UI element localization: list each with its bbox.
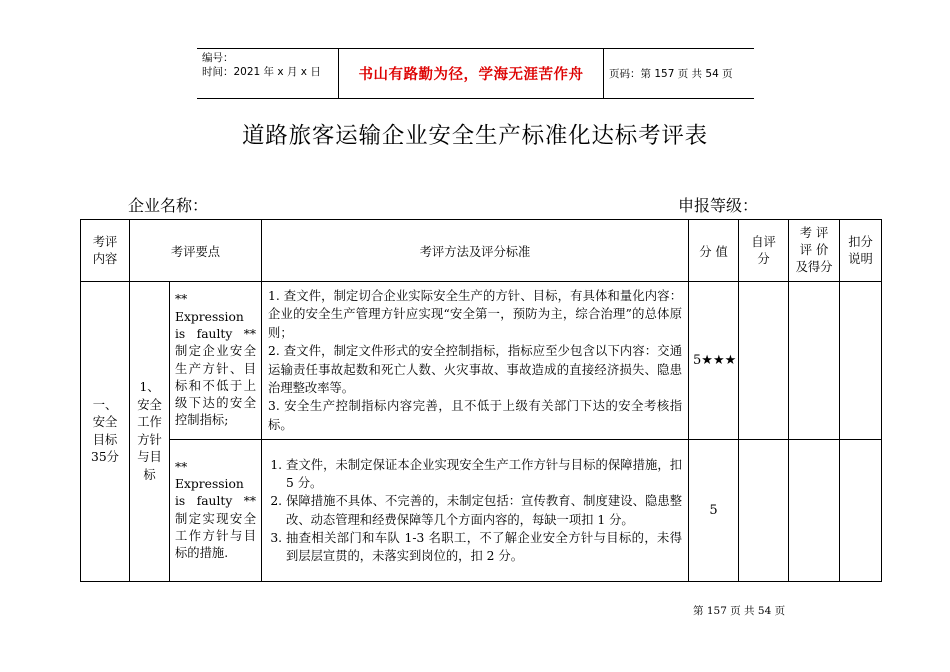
header-content: 考评内容 bbox=[81, 220, 130, 282]
method-item: 1. 查文件，制定切合企业实际安全生产的方针、目标，有具体和量化内容：企业的安全生产管理方针应实现“安全第一，预防为主，综合治理”的总体原则； bbox=[268, 288, 683, 340]
company-name-label: 企业名称： bbox=[128, 196, 209, 215]
point-cell: ** Expression is faulty ** 制定企业安全生产方针、目标和不低于上级下达的安全控制指标; bbox=[170, 282, 262, 440]
time-label: 时间：2021 年 x 月 x 日 bbox=[202, 66, 321, 78]
grade-label: 申报等级： bbox=[678, 196, 759, 215]
header-points: 考评要点 bbox=[130, 220, 262, 282]
evaluation-table bbox=[80, 219, 882, 582]
score-cell: 5 bbox=[689, 440, 739, 582]
method-cell bbox=[262, 440, 689, 582]
method-item: 3. 抽查相关部门和车队 1-3 名职工，不了解企业安全方针与目标的，未得到层层宣贯的，未落实到岗位的，扣 2 分。 bbox=[286, 529, 682, 566]
self-eval-cell bbox=[739, 440, 789, 582]
number-label: 编号： bbox=[202, 52, 234, 64]
page-info: 页码：第 157 页 共 54 页 bbox=[609, 68, 733, 80]
method-item: 2. 保障措施不具体、不完善的，未制定包括：宣传教育、制度建设、隐患整改、动态管理和经费保障等几个方面内容的，每缺一项扣 1 分。 bbox=[286, 492, 682, 529]
eval-cell bbox=[789, 440, 840, 582]
header-meta bbox=[202, 51, 321, 79]
section-cell: 一、安全目标35分 bbox=[81, 282, 130, 582]
score-cell: 5★★★ bbox=[689, 282, 739, 440]
header-motto: 书山有路勤为径，学海无涯苦作舟 bbox=[338, 49, 604, 98]
point-cell: ** Expression is faulty ** 制定实现安全工作方针与目标的措施. bbox=[170, 440, 262, 582]
table-row bbox=[81, 440, 882, 582]
method-item: 2. 查文件，制定文件形式的安全控制指标，指标应至少包含以下内容：交通运输责任事故起数和死亡人数、火灾事故、事故造成的直接经济损失、隐患治理整改率等。 bbox=[268, 344, 683, 395]
self-eval-cell bbox=[739, 282, 789, 440]
method-item: 3. 安全生产控制指标内容完善，且不低于上级有关部门下达的安全考核指标。 bbox=[268, 399, 683, 432]
subsection-cell: 1、安全工作方针与目标 bbox=[130, 282, 170, 582]
document-header bbox=[197, 48, 754, 99]
page-title: 道路旅客运输企业安全生产标准化达标考评表 bbox=[241, 123, 708, 149]
header-method: 考评方法及评分标准 bbox=[262, 220, 689, 282]
deduct-cell bbox=[840, 282, 882, 440]
table-row bbox=[81, 282, 882, 440]
deduct-cell bbox=[840, 440, 882, 582]
method-item: 1. 查文件，未制定保证本企业实现安全生产工作方针与目标的保障措施，扣 5 分。 bbox=[286, 456, 682, 493]
header-eval: 考 评 评 价 及得分 bbox=[789, 220, 840, 282]
eval-cell bbox=[789, 282, 840, 440]
page-footer: 第 157 页 共 54 页 bbox=[693, 605, 786, 617]
header-deduct: 扣分说明 bbox=[840, 220, 882, 282]
table-header-row bbox=[81, 220, 882, 282]
header-self-eval: 自评分 bbox=[739, 220, 789, 282]
method-cell bbox=[262, 282, 689, 440]
header-score: 分 值 bbox=[689, 220, 739, 282]
